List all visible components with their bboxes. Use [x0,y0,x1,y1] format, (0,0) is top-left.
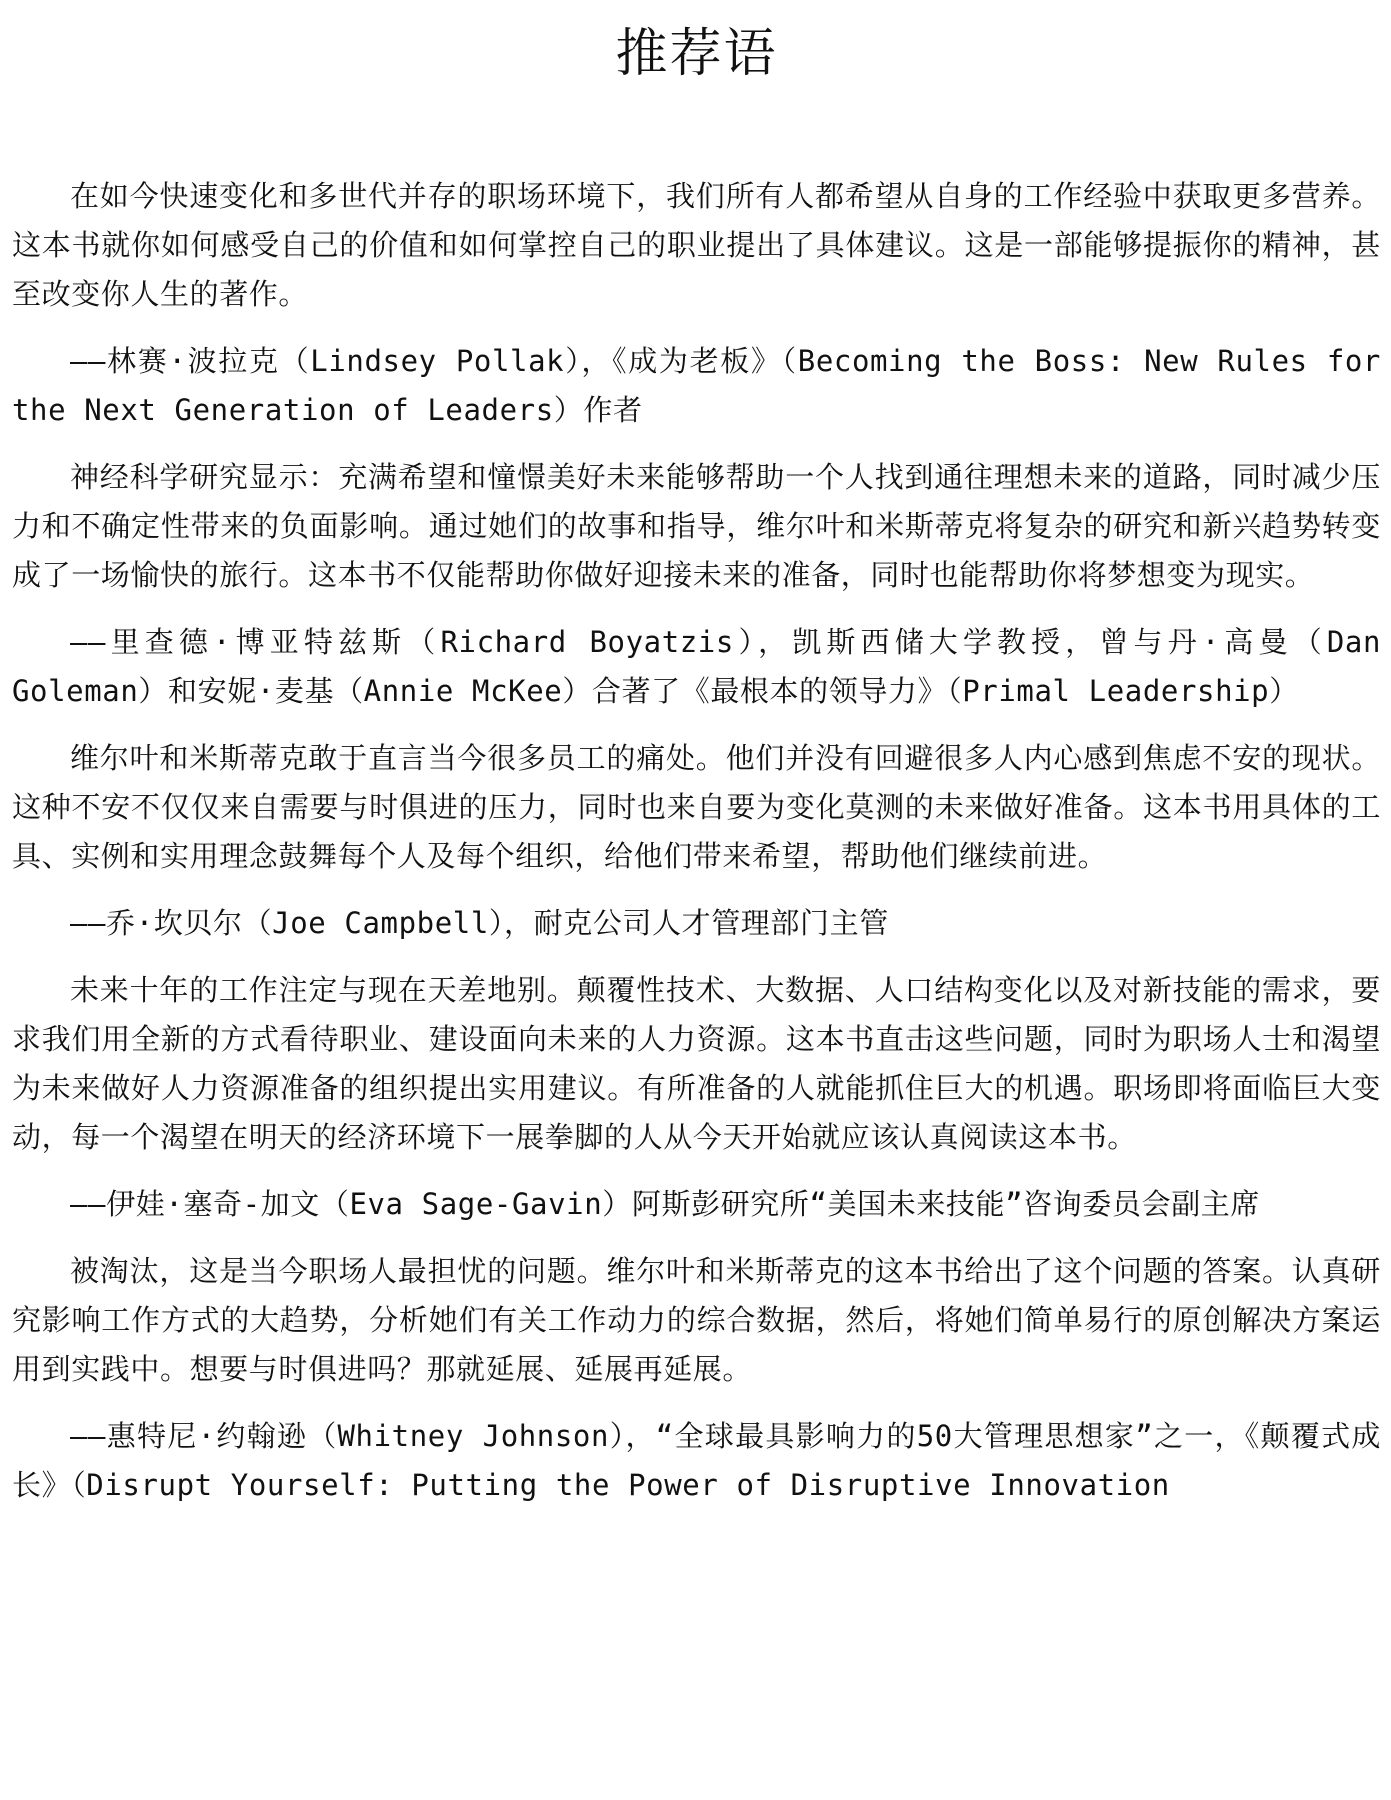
endorsement-text: 神经科学研究显示：充满希望和憧憬美好未来能够帮助一个人找到通往理想未来的道路，同时减少压力和不确定性带来的负面影响。通过她们的故事和指导，维尔叶和米斯蒂克将复杂的研究和新兴趋势转变成了一场愉快的旅行。这本书不仅能帮助你做好迎接未来的准备，同时也能帮助你将梦想变为现实。 [12,460,1381,592]
endorsement-attribution: ——里查德·博亚特兹斯（Richard Boyatzis），凯斯西储大学教授，曾与丹·高曼（Dan Goleman）和安妮·麦基（Annie McKee）合著了《最根本的领导力》（Primal Leadership） [12,625,1381,708]
endorsement-text: 被淘汰，这是当今职场人最担忧的问题。维尔叶和米斯蒂克的这本书给出了这个问题的答案。认真研究影响工作方式的大趋势，分析她们有关工作动力的综合数据，然后，将她们简单易行的原创解决方案运用到实践中。想要与时俱进吗？那就延展、延展再延展。 [12,1254,1381,1386]
endorsement-attribution: ——乔·坎贝尔（Joe Campbell），耐克公司人才管理部门主管 [70,906,889,940]
endorsement-attribution: ——伊娃·塞奇-加文（Eva Sage-Gavin）阿斯彭研究所“美国未来技能”咨询委员会副主席 [70,1187,1260,1221]
endorsement-text: 未来十年的工作注定与现在天差地别。颠覆性技术、大数据、人口结构变化以及对新技能的需求，要求我们用全新的方式看待职业、建设面向未来的人力资源。这本书直击这些问题，同时为职场人士和渴望为未来做好人力资源准备的组织提出实用建议。有所准备的人就能抓住巨大的机遇。职场即将面临巨大变动，每一个渴望在明天的经济环境下一展拳脚的人从今天开始就应该认真阅读这本书。 [12,973,1381,1154]
endorsement-text: 维尔叶和米斯蒂克敢于直言当今很多员工的痛处。他们并没有回避很多人内心感到焦虑不安的现状。这种不安不仅仅来自需要与时俱进的压力，同时也来自要为变化莫测的未来做好准备。这本书用具体的工具、实例和实用理念鼓舞每个人及每个组织，给他们带来希望，帮助他们继续前进。 [12,741,1381,873]
endorsement-attribution: ——惠特尼·约翰逊（Whitney Johnson），“全球最具影响力的50大管理思想家”之一，《颠覆式成长》（Disrupt Yourself: Putting the Power of Disruptive Innovation [12,1419,1381,1502]
endorsement-text: 在如今快速变化和多世代并存的职场环境下，我们所有人都希望从自身的工作经验中获取更多营养。这本书就你如何感受自己的价值和如何掌控自己的职业提出了具体建议。这是一部能够提振你的精神，甚至改变你人生的著作。 [12,179,1381,311]
endorsement-attribution: ——林赛·波拉克（Lindsey Pollak），《成为老板》（Becoming the Boss: New Rules for the Next Generation of Leaders）作者 [12,344,1381,427]
page-title: 推荐语 [615,24,778,84]
endorsement-list [12,172,1381,1510]
